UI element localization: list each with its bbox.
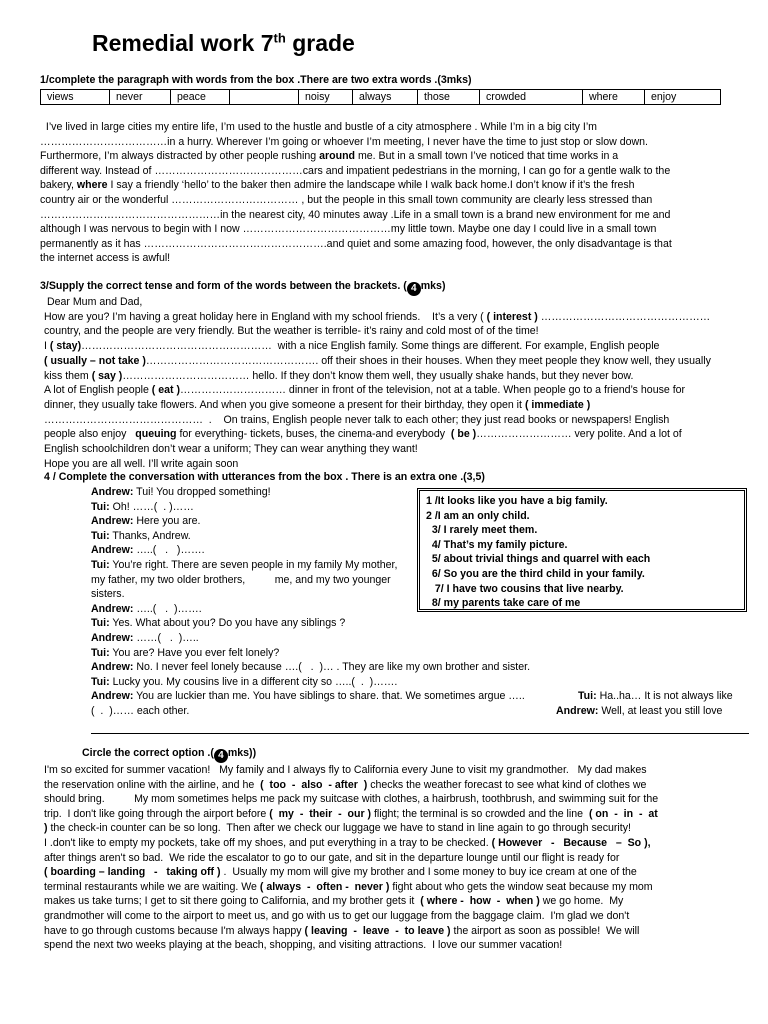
word-box-cell: enjoy [645,90,721,105]
letter-line: country, and the people are very friendly. But the weather is terrible- it’s rainy and cold most of of the time! [44,325,539,338]
story-line: spend the next two weeks playing at the beach, shopping, and visiting attractions. I love our summer vacation! [44,939,563,952]
letter-line: kiss them ( say )……………………………… hello. If they don’t know them well, they usually shake hands, but they never bow. [44,369,634,382]
dialog-line: Andrew: …..( . )……. [91,602,202,615]
letter-line: Hope you are all well. I’ll write again soon [44,457,239,470]
utterance-item: 1 /It looks like you have a big family. [426,495,608,507]
story-line: the reservation online with the airline, and he ( too - also - after ) checks the weather forecast to see what kind of clothes we [44,778,647,791]
word-box-cell: views [41,90,110,105]
dialog-line: Andrew: No. I never feel lonely because ….( . )… . They are like my own brother and sister. [91,661,531,674]
dialog-line: Tui: Thanks, Andrew. [91,529,191,542]
dialog-line: Tui: Oh! ……( . )…… [91,500,194,513]
dialog-line: Tui: Lucky you. My cousins live in a different city so …..( . )……. [91,675,398,688]
story-line: terminal restaurants while we are waiting. We ( always - often - never ) fight about who gets the window seat because my mom [44,880,653,893]
word-box-cell: crowded [480,90,583,105]
utterance-item: 6/ So you are the third child in your family. [426,567,645,580]
story-line: after things aren't so bad. We ride the escalator to go to our gate, and sit in the departure lounge until our flight is ready for [44,851,620,864]
dialog-line-tui-right: Tui: Ha..ha… It is not always like [578,690,733,702]
page-title: Remedial work 7th grade [92,30,355,56]
dialog-line: Andrew: …..( . )……. [91,544,205,557]
letter-line: I ( stay)……………………………………………… with a nice English family. Some things are different. For example, English people [44,340,660,353]
q1-line: country air or the wonderful ……………………………… , but the people in this small town community are clearly less stressed than [40,193,653,206]
letter-line: A lot of English people ( eat )………………………… dinner in front of the television, not at a table. When people go to a friend’s house for [44,384,686,397]
story-line: I'm so excited for summer vacation! My family and I always fly to California every June to visit my grandmother. My dad makes [44,764,647,776]
utterance-item: 2 /I am an only child. [426,509,530,522]
q3-letter [44,295,756,471]
q1-line: ……………………………………………in the nearest city, 40 minutes away .Life in a small town is a brand new environment for me and [40,208,671,221]
word-box-cell: peace [171,90,230,105]
letter-line: dinner, they usually take flowers. And when you give someone a present for their birthday, they open it ( immediate ) [44,398,591,411]
utterance-item: 4/ That’s my family picture. [426,538,568,551]
word-box-cell: where [583,90,645,105]
dialog-line: Andrew: Tui! You dropped something! [91,486,271,498]
word-box-cell: those [418,90,480,105]
dialog-line-andrew-right: Andrew: Well, at least you still love [556,705,723,717]
utterance-item: 3/ I rarely meet them. [426,524,538,537]
utterance-item: 7/ I have two cousins that live nearby. [426,582,624,595]
marks-number-badge: 4 [407,282,421,296]
word-box-cell: always [353,90,418,105]
q3-heading: 3/Supply the correct tense and form of the words between the brackets. ( 4 mks) [40,280,446,294]
q1-line: the internet access is awful! [40,252,171,265]
q5-heading: Circle the correct option .( 4 mks)) [82,747,257,761]
story-line: should bring. My mom sometimes helps me pack my suitcase with clothes, a hairbrush, toothbrush, and swimming suit for the [44,793,659,806]
word-box-cell [230,90,299,105]
letter-line: Dear Mum and Dad, [44,296,143,308]
q1-line: permanently as it has …………………………………………….and quiet and some amazing food, however, the only disadvantage is that [40,237,672,250]
utterance-item: 8/ my parents take care of me [426,597,581,610]
dialog-line: Andrew: ……( . )….. [91,631,199,644]
story-line: trip. I don't like going through the airport before ( my - their - our ) flight; the terminal is so crowded and the line ( on - in - at [44,807,658,820]
letter-line: people also enjoy queuing for everything- tickets, buses, the cinema-and everybody ( be )……………………… very polite. And a lot of [44,428,682,441]
dialog-line: Andrew: Here you are. [91,515,201,528]
utterance-item: 5/ about trivial things and quarrel with each [426,553,651,566]
dialog-line: Tui: You’re right. There are seven people in my family My mother, my father, my two older brothers, me, and my two younger sisters. [91,558,398,601]
word-box-cell: noisy [299,90,353,105]
letter-line: English schoolchildren don’t wear a uniform; They can wear anything they want! [44,443,418,456]
marks-number-badge: 4 [214,749,228,763]
story-line: makes us take turns; I get to sit there going to California, and my brother gets it ( where - how - when ) we go home. My [44,895,624,908]
word-box [40,89,721,105]
letter-line: ……………………………………… . On trains, English people never talk to each other; they just read books or newspapers! English [44,413,670,426]
letter-line: ( usually – not take )…………………………………………. off their shoes in their houses. When they meet people they know well, they usually [44,354,711,367]
dialog-line: Tui: Yes. What about you? Do you have any siblings ? [91,617,346,630]
q1-paragraph [40,120,730,266]
q4-heading: 4 / Complete the conversation with utterances from the box . There is an extra one .(3,5) [44,471,485,483]
story-line: ) the check-in counter can be so long. Then after we check our luggage we have to stand in line again to go through security! [44,822,631,835]
story-line: I .don't like to empty my pockets, take off my shoes, and put everything in a tray to be checked. ( However - Because – So ), [44,836,651,849]
utterance-box [417,488,747,612]
word-box-cell: never [110,90,171,105]
story-line: ( boarding – landing - taking off ) . Usually my mom will give my brother and I some money to buy ice cream at one of the [44,866,637,879]
q1-line: ………………………………in a hurry. Wherever I’m going or whoever I’m meeting, I never have the time to just stop or slow down. [40,135,648,148]
section-divider [91,733,749,734]
q1-line: Furthermore, I’m always distracted by other people rushing around me. But in a small town I’ve noticed that time works in a [40,150,619,163]
letter-line: How are you? I’m having a great holiday here in England with my school friends. It’s a very ( ( interest ) ………………………………………… [44,310,711,323]
q1-line: different way. Instead of ……………………………………cars and impatient pedestrians in the morning, I can go for a gentle walk to the [40,164,671,177]
dialog-line-last-andrew: Andrew: You are luckier than me. You have siblings to share. that. We sometimes argue …..( . )…… each other. [91,690,525,717]
story-line: have to go through customs because I'm always happy ( leaving - leave - to leave ) the airport as soon as possible! We will [44,924,640,937]
story-line: grandmother will come to the airport to meet us, and go with us to get our luggage from the baggage claim. I'm glad we don't [44,909,630,922]
q5-story [44,763,744,953]
q1-line: I’ve lived in large cities my entire life, I’m used to the hustle and bustle of a city atmosphere . While I’m in a big city I’m [40,121,597,133]
dialog-line: Tui: You are? Have you ever felt lonely? [91,646,280,659]
q1-line: although I was nervous to begin with I now ……………………………………my little town. Maybe one day I could live in a small town [40,223,657,236]
q1-heading: 1/complete the paragraph with words from the box .There are two extra words .(3mks) [40,74,472,86]
q1-line: bakery, where I say a friendly ‘hello’ to the baker then admire the landscape while I walk back home.I don’t know if it’s the fresh [40,179,635,192]
